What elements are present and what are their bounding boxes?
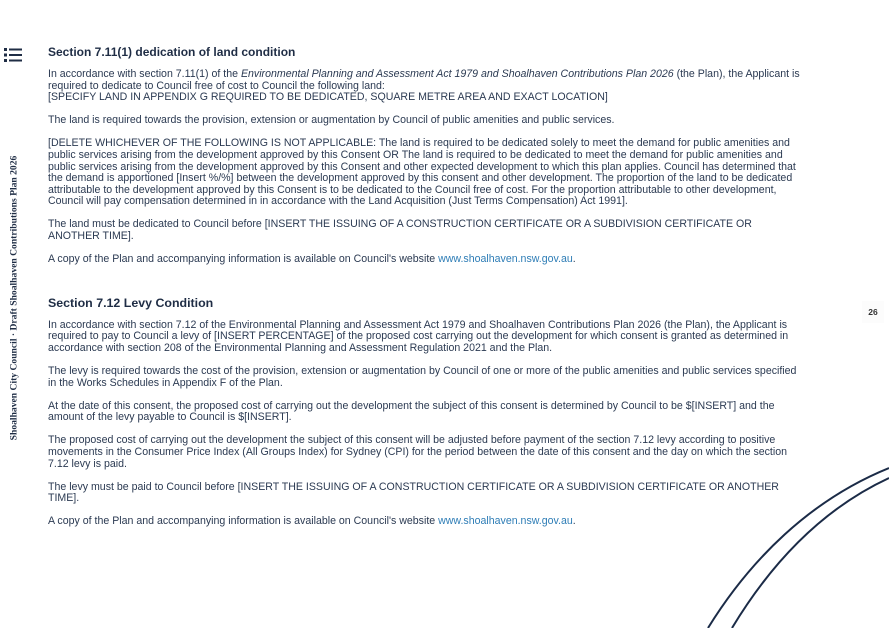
- paragraph-text: (the Plan), the Applicant is required to dedicate to Council free of cost to Council the following land:: [48, 68, 800, 92]
- paragraph: The land must be dedicated to Council before [INSERT THE ISSUING OF A CONSTRUCTION CERTIFICATE OR A SUBDIVISION CERTIFICATE OR ANOTHER TIME].: [48, 218, 752, 243]
- section-heading: Section 7.11(1) dedication of land condition: [48, 45, 296, 59]
- placeholder-text: [SPECIFY LAND IN APPENDIX G REQUIRED TO BE DEDICATED, SQUARE METRE AREA AND EXACT LOCATION]: [48, 91, 608, 104]
- paragraph: The levy must be paid to Council before [INSERT THE ISSUING OF A CONSTRUCTION CERTIFICATE OR A SUBDIVISION CERTIFICATE OR ANOTHER TIME].: [48, 480, 779, 505]
- paragraph: The land is required towards the provision, extension or augmentation by Council of public amenities and public services.: [48, 114, 615, 127]
- document-side-title: Shoalhaven City Council · Draft Shoalhaven Contributions Plan 2026: [8, 155, 20, 441]
- paragraph-text: A copy of the Plan and accompanying information is available on Council's website: [48, 515, 439, 528]
- paragraph: [48, 69, 800, 104]
- document-content: [48, 45, 800, 528]
- paragraph-text: A copy of the Plan and accompanying information is available on Council's website: [48, 253, 439, 266]
- paragraph: The proposed cost of carrying out the development the subject of this consent will be adjusted before payment of the section 7.12 levy according to positive movements in the Consumer Price Index (All Groups Index) for Sydney (CPI) for the period between the date of this consent and the day on which the section 7.12 levy is paid.: [48, 434, 788, 470]
- section-7-12-levy: [48, 296, 800, 528]
- paragraph: At the date of this consent, the proposed cost of carrying out the development the subject of this consent is determined by Council to be $[INSERT] and the amount of the levy payable to Council is $[INSERT].: [48, 399, 775, 424]
- paragraph-text: .: [572, 253, 576, 266]
- paragraph: [DELETE WHICHEVER OF THE FOLLOWING IS NOT APPLICABLE: The land is required to be dedicated solely to meet the demand for public amenities and public services arising from the development approved by this Consent OR The land is required to be dedicated to meet the demand for public amenities and public services arising from the development approved by this Consent and other expected development to which this plan applies. Council has determined that the demand is apportioned [Insert %/%] between the development approved by this consent and other development. The proportion of the land to be dedicated attributable to the development approved by this Consent is to be dedicated to the Council free of cost. For the proportion attributable to other development, Council will pay compensation determined in in accordance with the Land Acquisition (Just Terms Compensation) Act 1991].: [48, 137, 796, 208]
- section-heading: Section 7.12 Levy Condition: [48, 295, 214, 310]
- page-number: 26: [862, 301, 884, 323]
- paragraph: The levy is required towards the cost of the provision, extension or augmentation by Council of one or more of the public amenities and public services specified in the Works Schedules in Appendix F of the Plan.: [48, 365, 797, 389]
- paragraph: [48, 516, 800, 528]
- council-website-link[interactable]: www.shoalhaven.nsw.gov.au: [438, 515, 573, 528]
- table-of-contents-icon[interactable]: [4, 47, 22, 63]
- paragraph-text: .: [572, 515, 576, 528]
- paragraph-text: In accordance with section 7.11(1) of the: [48, 68, 241, 80]
- section-7-11-dedication: [48, 45, 800, 266]
- act-title-italic: Environmental Planning and Assessment Act 1979 and Shoalhaven Contributions Plan 2026: [240, 68, 674, 80]
- paragraph: [48, 254, 800, 266]
- paragraph: In accordance with section 7.12 of the Environmental Planning and Assessment Act 1979 and Shoalhaven Contributions Plan 2026 (the Plan), the Applicant is required to pay to Council a levy of [INSERT PERCENTAGE] of the proposed cost carrying out the development for which consent is granted as determined in accordance with section 208 of the Environmental Planning and Assessment Regulation 2021 and the Plan.: [48, 318, 789, 354]
- council-website-link[interactable]: www.shoalhaven.nsw.gov.au: [438, 253, 573, 266]
